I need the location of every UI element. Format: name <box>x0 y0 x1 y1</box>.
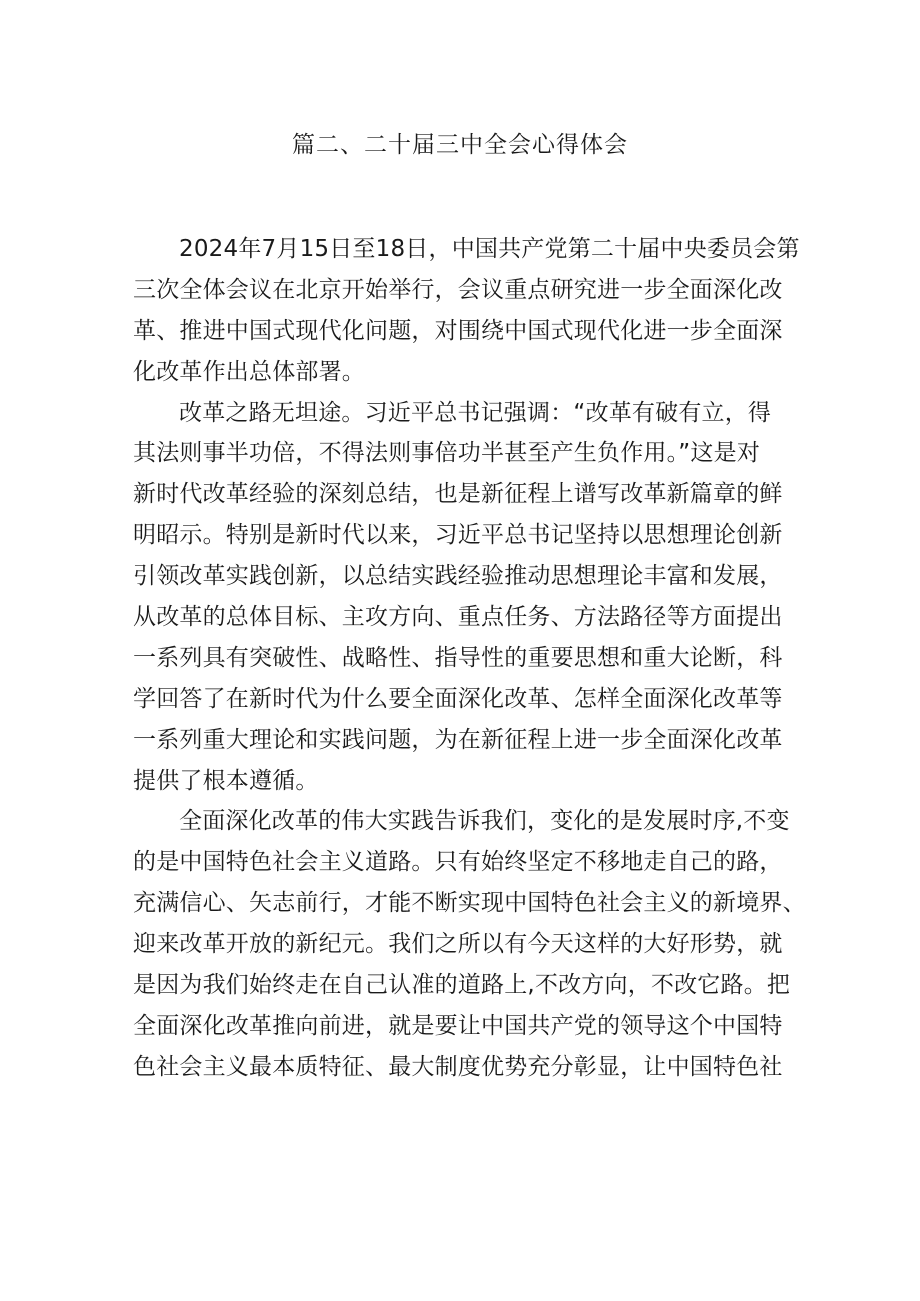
text-line: 一系列重大理论和实践问题，为在新征程上进一步全面深化改革 <box>133 726 783 753</box>
text-line: 革、推进中国式现代化问题，对围绕中国式现代化进一步全面深 <box>133 317 783 344</box>
text-line: 全面深化改革推向前进，就是要让中国共产党的领导这个中国特 <box>133 1012 783 1039</box>
text-line: 2024年7月15日至18日，中国共产党第二十届中央委员会第 <box>179 236 800 262</box>
paragraph-1 <box>133 229 800 393</box>
text-line: 色社会主义最本质特征、最大制度优势充分彰显，让中国特色社 <box>133 1053 783 1080</box>
text-line: 化改革作出总体部署。 <box>133 358 365 385</box>
text-line: 全面深化改革的伟大实践告诉我们，变化的是发展时序,不变 <box>179 808 790 835</box>
text-line: 充满信心、矢志前行，才能不断实现中国特色社会主义的新境界、 <box>133 890 806 917</box>
text-line: 引领改革实践创新，以总结实践经验推动思想理论丰富和发展， <box>133 563 783 590</box>
paragraph-2 <box>133 393 788 802</box>
text-line: 是因为我们始终走在自己认准的道路上,不改方向，不改它路。把 <box>133 972 791 999</box>
text-line: 明昭示。特别是新时代以来，习近平总书记坚持以思想理论创新 <box>133 522 783 549</box>
text-line: 一系列具有突破性、战略性、指导性的重要思想和重大论断，科 <box>133 644 783 671</box>
text-line: 提供了根本遵循。 <box>133 767 319 794</box>
text-line: 其法则事半功倍，不得法则事倍功半甚至产生负作用。”这是对 <box>133 440 761 467</box>
text-line: 从改革的总体目标、主攻方向、重点任务、方法路径等方面提出 <box>133 604 783 631</box>
text-line: 新时代改革经验的深刻总结，也是新征程上谱写改革新篇章的鲜 <box>133 481 783 508</box>
text-line: 改革之路无坦途。习近平总书记强调：“改革有破有立，得 <box>179 399 772 426</box>
text-line: 学回答了在新时代为什么要全面深化改革、怎样全面深化改革等 <box>133 685 783 712</box>
document-title: 篇二、二十届三中全会心得体会 <box>292 132 628 158</box>
text-line: 迎来改革开放的新纪元。我们之所以有今天这样的大好形势，就 <box>133 931 783 958</box>
text-line: 三次全体会议在北京开始举行，会议重点研究进一步全面深化改 <box>133 276 783 303</box>
text-line: 的是中国特色社会主义道路。只有始终坚定不移地走自己的路， <box>133 849 783 876</box>
document-body <box>133 229 806 1088</box>
paragraph-3 <box>133 801 806 1087</box>
